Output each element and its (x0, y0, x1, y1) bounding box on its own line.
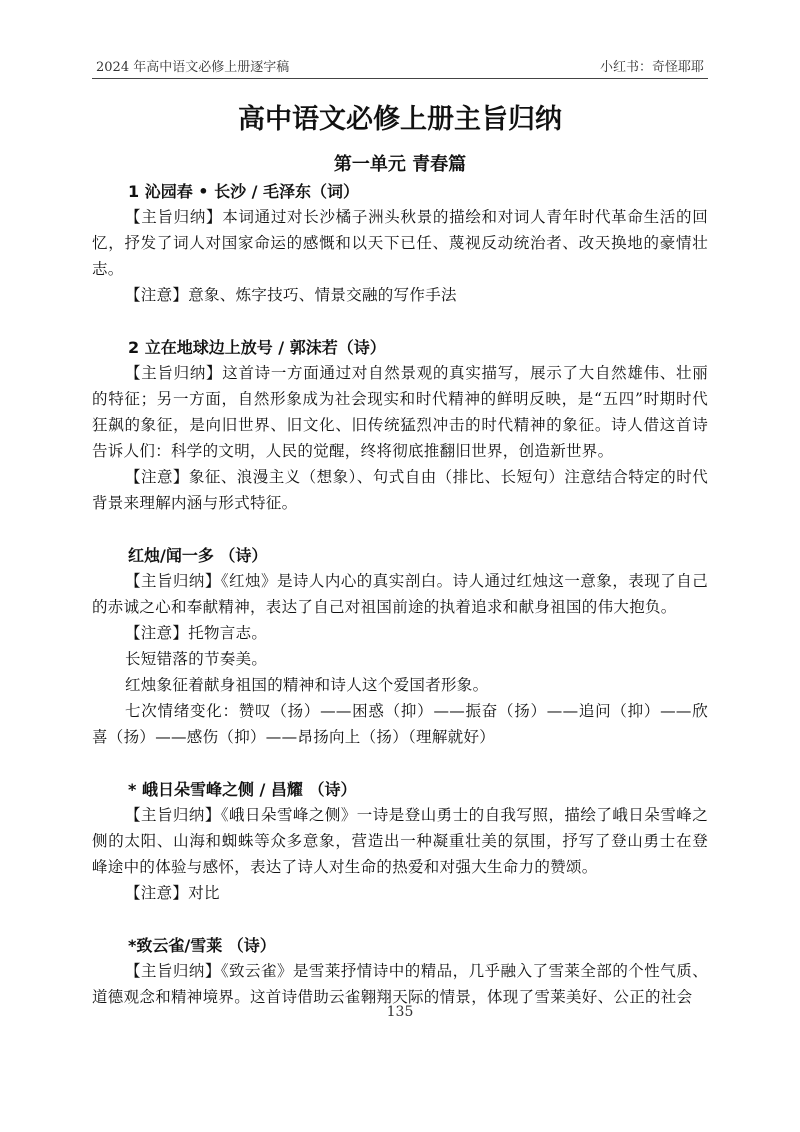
header-left-text: 2024 年高中语文必修上册逐字稿 (96, 60, 290, 75)
section-paragraph: 【主旨归纳】《致云雀》是雪莱抒情诗中的精品，几乎融入了雪莱全部的个性气质、道德观念和精神境界。这首诗借助云雀翱翔天际的情景，体现了雪莱美好、公正的社会 (92, 962, 708, 1006)
section-title: 2 立在地球边上放号 / 郭沫若（诗） (128, 338, 386, 357)
section-paragraph: 【注意】象征、浪漫主义（想象）、句式自由（排比、长短句）注意结合特定的时代背景来理解内涵与形式特征。 (92, 468, 708, 512)
section-paragraph: 【主旨归纳】《峨日朵雪峰之侧》一诗是登山勇士的自我写照，描绘了峨日朵雪峰之侧的太阳、山海和蜘蛛等众多意象，营造出一种凝重壮美的氛围，抒写了登山勇士在登峰途中的体验与感怀，表达了诗人对生命的热爱和对强大生命力的赞颂。 (92, 806, 708, 876)
section-2 (92, 336, 708, 516)
section-paragraph: 【主旨归纳】本词通过对长沙橘子洲头秋景的描绘和对词人青年时代革命生活的回忆，抒发了词人对国家命运的感慨和以天下已任、蔑视反动统治者、改天换地的豪情壮志。 (92, 208, 708, 278)
page-content (92, 90, 708, 1010)
section-5 (92, 934, 708, 1010)
page-header (92, 56, 708, 78)
section-paragraph: 七次情绪变化：赞叹（扬）——困惑（抑）——振奋（扬）——追问（抑）——欣喜（扬）——感伤（抑）——昂扬向上（扬）（理解就好） (92, 702, 708, 746)
section-paragraph: 【注意】托物言志。 (125, 624, 268, 642)
section-paragraph: 红烛象征着献身祖国的精神和诗人这个爱国者形象。 (125, 676, 489, 694)
spacer (92, 516, 708, 544)
spacer (92, 750, 708, 778)
unit-heading: 第一单元 青春篇 (333, 154, 467, 175)
spacer (92, 906, 708, 934)
section-1 (92, 180, 708, 308)
section-title: * 峨日朵雪峰之侧 / 昌耀 （诗） (128, 780, 357, 799)
section-paragraph: 【注意】对比 (125, 884, 220, 902)
section-title: 红烛/闻一多 （诗） (128, 546, 268, 565)
spacer (92, 308, 708, 336)
header-right-text: 小红书：奇怪耶耶 (599, 60, 704, 75)
section-paragraph: 【注意】意象、炼字技巧、情景交融的写作手法 (125, 286, 457, 304)
page-number: 135 (386, 1004, 414, 1020)
section-paragraph: 长短错落的节奏美。 (125, 650, 268, 668)
page-title: 高中语文必修上册主旨归纳 (238, 104, 562, 135)
section-paragraph: 【主旨归纳】《红烛》是诗人内心的真实剖白。诗人通过红烛这一意象，表现了自己的赤诚之心和奉献精神，表达了自己对祖国前途的执着追求和献身祖国的伟大抱负。 (92, 572, 708, 616)
section-title: *致云雀/雪莱 （诗） (128, 936, 276, 955)
section-4 (92, 778, 708, 906)
section-3 (92, 544, 708, 750)
section-title: 1 沁园春 • 长沙 / 毛泽东（词） (128, 182, 360, 201)
section-paragraph: 【主旨归纳】这首诗一方面通过对自然景观的真实描写，展示了大自然雄伟、壮丽的特征；另一方面，自然形象成为社会现实和时代精神的鲜明反映，是“五四”时期时代狂飙的象征，是向旧世界、旧文化、旧传统猛烈冲击的时代精神的象征。诗人借这首诗告诉人们：科学的文明，人民的觉醒，终将彻底推翻旧世界，创造新世界。 (92, 364, 708, 460)
header-divider (92, 78, 708, 79)
